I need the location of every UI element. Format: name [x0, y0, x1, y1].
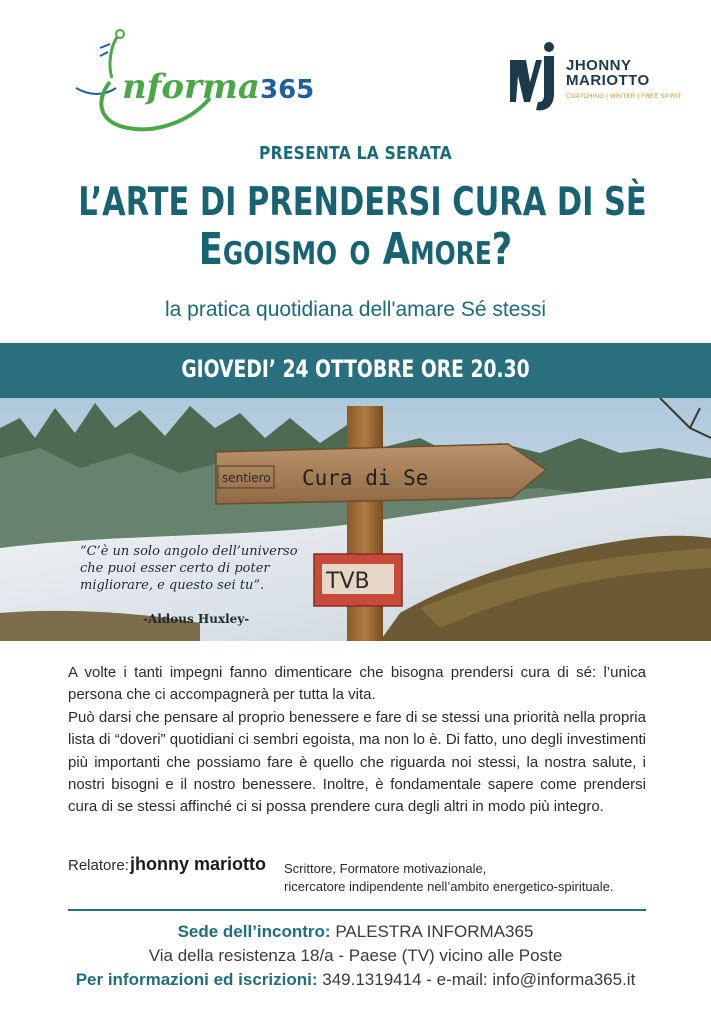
jm-name-line1: JHONNY — [566, 57, 632, 74]
svg-text:365: 365 — [260, 75, 315, 105]
signpost-photo — [0, 398, 711, 641]
quote-text: “C’è un solo angolo dell’universo che puoi esser certo di poter migliorare, e questo sei tu”. — [80, 544, 298, 593]
body-text — [68, 662, 646, 819]
presenta-label: PRESENTA LA SERATA — [259, 143, 452, 164]
informa365-logo — [70, 26, 320, 136]
sign-lower-text: TVB — [326, 569, 370, 594]
address-line: Via della resistenza 18/a - Paese (TV) vicino alle Poste — [148, 946, 563, 965]
informa365-logo-graphic — [70, 26, 320, 136]
signpost-scene — [0, 398, 711, 641]
sede-line — [0, 922, 711, 942]
jm-tagline: COATCHING | WRITER | FREE SPIRIT — [566, 94, 682, 100]
svg-text:nforma: nforma — [122, 67, 260, 107]
sede-value: PALESTRA INFORMA365 — [335, 922, 534, 941]
jm-name-line2: MARIOTTO — [566, 72, 650, 89]
body-paragraph-1: A volte i tanti impegni fanno dimenticare che bisogna prendersi cura di sé: l’unica persona che ci accompagnerà per tutta la vita. — [68, 664, 646, 704]
info-value: 349.1319414 - e-mail: info@informa365.it — [322, 970, 636, 989]
relatore-label: Relatore: — [68, 857, 129, 874]
jhonny-mariotto-logo — [508, 42, 682, 122]
relatore-desc-line2: ricercatore indipendente nell’ambito energetico-spirituale. — [284, 879, 614, 894]
footer-divider — [68, 909, 646, 911]
jm-monogram-icon — [508, 42, 564, 112]
title-line2: Egoismo o Amore? — [198, 224, 513, 275]
relatore-desc-line1: Scrittore, Formatore motivazionale, — [284, 861, 487, 876]
quote-author: -Aldous Huxley- — [143, 612, 250, 626]
info-line — [0, 970, 711, 990]
info-label: Per informazioni ed iscrizioni: — [75, 970, 318, 989]
relatore-name: jhonny mariotto — [130, 854, 266, 874]
body-paragraph-2: Può darsi che pensare al proprio benessere e fare di se stessi una priorità nella propria lista di “doveri” quotidiani ci sembri egoista, ma non lo è. Di fatto, uno degli investimenti più importanti che possiamo fare è quello che riguarda noi stessi, la nostra salute, i nostri bisogni e il nostro benessere. Inoltre, è fondamentale sapere come prendersi cura di se stessi affinché ci si possa prendere cura degli altri in modo più integro. — [68, 708, 646, 816]
sign-small-text: sentiero — [222, 471, 271, 485]
title-line1: L’ARTE DI PRENDERSI CURA DI SÈ — [78, 180, 647, 225]
relatore-description — [284, 860, 614, 896]
event-date: GIOVEDI’ 24 OTTOBRE ORE 20.30 — [181, 355, 530, 383]
jm-name — [566, 58, 650, 88]
sign-main-text: Cura di Se — [302, 466, 429, 490]
subtitle: la pratica quotidiana dell'amare Sé stessi — [164, 298, 547, 321]
sede-label: Sede dell’incontro: — [177, 922, 331, 941]
